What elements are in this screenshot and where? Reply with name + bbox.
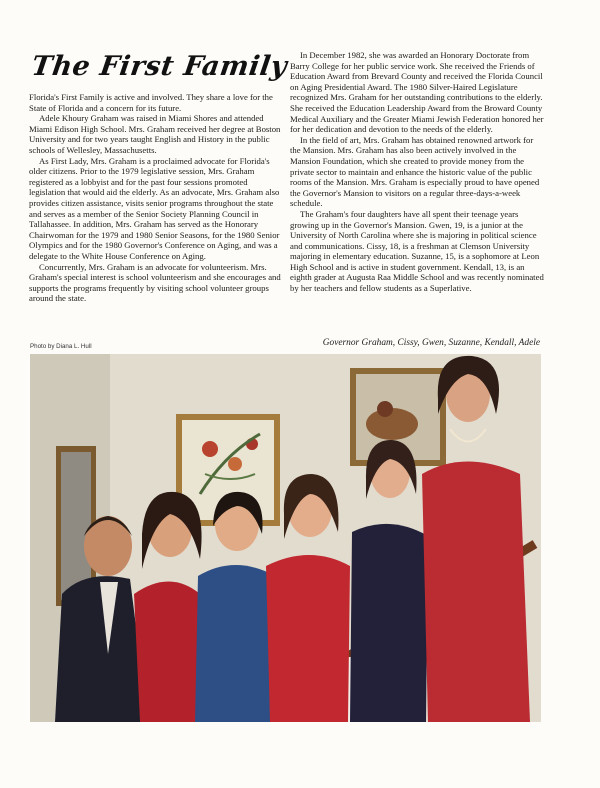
paragraph: Florida's First Family is active and involved. They share a love for the State of Florida and a concern for its future.	[29, 92, 273, 113]
photo-credit: Photo by Diana L. Hull	[30, 343, 92, 350]
right-column	[290, 50, 544, 294]
paragraph: Adele Khoury Graham was raised in Miami Shores and attended Miami Edison High School. Mrs. Graham received her degree at Boston University and for two years taught English and History in the public schools of Wellesley, Massachusetts.	[29, 113, 281, 155]
left-column	[29, 92, 281, 304]
figure-cissy	[134, 492, 202, 722]
paragraph: In December 1982, she was awarded an Honorary Doctorate from Barry College for her public service work. She received the Friends of Education Award from Brevard County and received the Florida Council on Aging Presidential Award. The 1980 Silver-Haired Legislature recognized Mrs. Graham for her outstanding contributions to the elderly. She received the Education Leadership Award from the Broward County Medical Auxiliary and the Greater Miami Jewish Federation honored her for her dedication and devotion to the needs of the elderly.	[290, 50, 544, 135]
paragraph: As First Lady, Mrs. Graham is a proclaimed advocate for Florida's older citizens. Prior to the 1979 legislative session, Mrs. Graham registered as a lobbyist and for the past four sessions promoted legislation that would aid the elderly. As an advocate, Mrs. Graham also provides citizen assistance, visits senior programs throughout the state and serves as a member of the Senior Society Planning Council in Tallahassee. In addition, Mrs. Graham has served as the Honorary Chairwoman for the 1979 and 1980 Senior Seasons, for the 1980 Senior Olympics and for the 1980 Governor's Conference on Aging, and was a delegate to the White House Conference on Aging.	[29, 155, 280, 261]
family-photograph	[30, 354, 541, 722]
paragraph: In the field of art, Mrs. Graham has obtained renowned artwork for the Mansion. Mrs. Graham has also been actively involved in the Mansion Foundation, which she created to provide money from the private sector to maintain and enhance the historic value of the public rooms of the Mansion. Mrs. Graham is especially proud to have opened the Governor's Mansion to visitors on a regular three-days-a-week schedule.	[290, 134, 540, 209]
paragraph: The Graham's four daughters have all spent their teenage years growing up in the Governor's Mansion. Gwen, 19, is a junior at the University of North Carolina where she is majoring in political science and communications. Cissy, 18, is a freshman at Clemson University majoring in elementary education. Suzanne, 15, is a sophomore at Leon High School and is active in student government. Kendall, 13, is an eighth grader at Augusta Raa Middle School and was recently nominated by her teachers and fellow students as a Superlative.	[290, 208, 544, 294]
paragraph: Concurrently, Mrs. Graham is an advocate for volunteerism. Mrs. Graham's special interest is school volunteerism and she encourages and supports the programs frequently by visiting school volunteer groups around the state.	[29, 261, 281, 304]
article-title: The First Family	[29, 51, 290, 82]
photo-caption: Governor Graham, Cissy, Gwen, Suzanne, Kendall, Adele	[322, 338, 540, 348]
family-photo-illustration	[30, 354, 541, 722]
